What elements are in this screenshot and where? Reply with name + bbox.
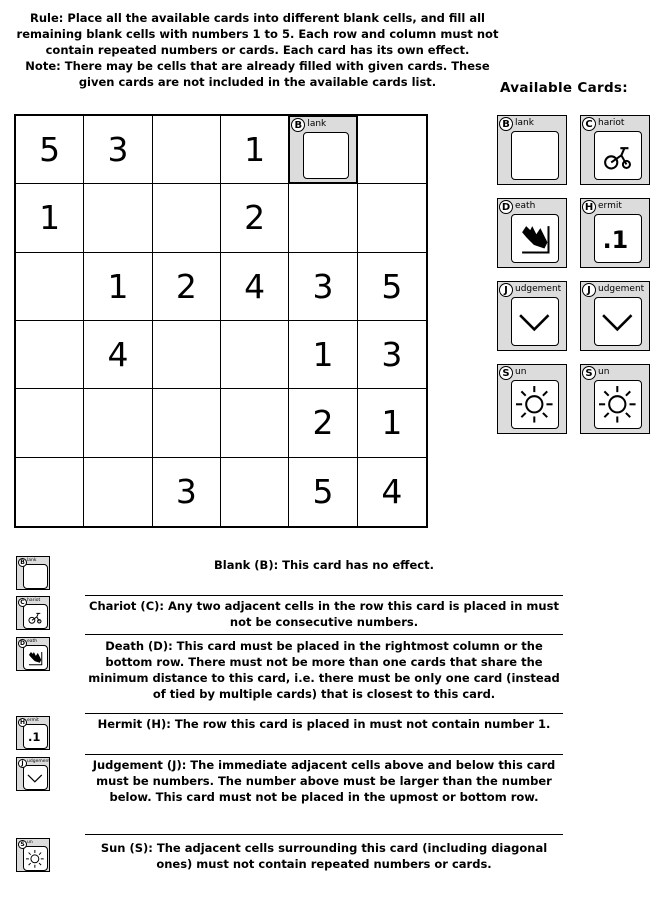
grid-cell-r1-c4[interactable] (289, 184, 357, 252)
grid-cell-r0-c5[interactable] (358, 116, 426, 184)
cell-number: 3 (175, 472, 197, 512)
card-face (594, 380, 642, 428)
grid-cell-r5-c4[interactable] (289, 458, 357, 526)
cell-number: 2 (244, 198, 266, 238)
grid-cell-r0-c3[interactable] (221, 116, 289, 184)
grid-cell-r3-c5[interactable] (358, 321, 426, 389)
grid-cell-r4-c2[interactable] (153, 389, 221, 457)
card-face (23, 724, 47, 748)
grid-cell-r3-c2[interactable] (153, 321, 221, 389)
card-face (23, 564, 47, 588)
legend-divider (85, 634, 563, 635)
sun-icon (597, 384, 638, 425)
available-card-s[interactable] (580, 364, 650, 434)
cell-number: 5 (312, 472, 334, 512)
card-name: lank (515, 118, 534, 128)
cell-number: 4 (244, 266, 266, 306)
available-card-d[interactable] (497, 198, 567, 268)
available-card-c[interactable] (580, 115, 650, 185)
legend-card-j (16, 757, 50, 791)
grid-cell-r4-c3[interactable] (221, 389, 289, 457)
legend-text: Chariot (C): Any two adjacent cells in the row this card is placed in must not be consecutive numbers. (89, 599, 559, 629)
card-face (23, 846, 47, 870)
card-face (23, 645, 47, 669)
card-letter: S (18, 840, 27, 849)
card-face (23, 765, 47, 789)
card-name: hariot (598, 118, 625, 128)
card-face (511, 131, 559, 179)
card-face (594, 214, 642, 262)
grid-cell-r0-c1[interactable] (84, 116, 152, 184)
grid-cell-r5-c3[interactable] (221, 458, 289, 526)
card-face (23, 604, 47, 628)
grid-cell-r2-c1[interactable] (84, 253, 152, 321)
cell-number: 4 (381, 472, 403, 512)
legend-text: Hermit (H): The row this card is placed in must not contain number 1. (97, 717, 551, 731)
card-name: eath (27, 639, 38, 644)
card-face (511, 380, 559, 428)
grid-cell-r1-c3[interactable] (221, 184, 289, 252)
grid-cell-r3-c0[interactable] (16, 321, 84, 389)
grid-cell-r1-c1[interactable] (84, 184, 152, 252)
cell-number: 1 (312, 335, 334, 375)
death-hand-icon (25, 648, 45, 668)
card-letter: J (18, 759, 27, 768)
grid-cell-r2-c5[interactable] (358, 253, 426, 321)
legend-card-h (16, 716, 50, 750)
legend-divider (85, 754, 563, 755)
judgement-chevron-icon (25, 768, 45, 788)
grid-cell-r3-c1[interactable] (84, 321, 152, 389)
available-card-j[interactable] (580, 281, 650, 351)
card-letter: H (19, 719, 26, 726)
available-card-j[interactable] (497, 281, 567, 351)
cell-number: 1 (39, 198, 61, 238)
card-name: udgement (598, 284, 645, 294)
cell-number: 5 (381, 266, 403, 306)
card-letter: B (291, 118, 305, 132)
grid-cell-r5-c1[interactable] (84, 458, 152, 526)
grid-cell-r5-c5[interactable] (358, 458, 426, 526)
card-letter: C (582, 117, 596, 131)
card-name: un (27, 840, 33, 845)
card-name: lank (307, 119, 327, 129)
legend-text: Blank (B): This card has no effect. (214, 558, 434, 572)
hermit-icon: .1 (602, 226, 629, 255)
grid-cell-r4-c0[interactable] (16, 389, 84, 457)
sun-icon (514, 384, 555, 425)
grid-cell-r1-c2[interactable] (153, 184, 221, 252)
card-face (594, 297, 642, 345)
cell-number: 3 (312, 266, 334, 306)
card-letter: J (499, 283, 513, 297)
legend-divider (85, 595, 563, 596)
legend-text: Judgement (J): The immediate adjacent cells above and below this card must be numbers. The number above must be larger than the number below. This card must not be placed in the upmost or bottom row. (92, 758, 556, 804)
grid-card-blank[interactable] (289, 116, 356, 183)
grid-cell-r1-c5[interactable] (358, 184, 426, 252)
grid-cell-r4-c4[interactable] (289, 389, 357, 457)
available-cards-title: Available Cards: (500, 80, 628, 96)
grid-cell-r4-c5[interactable] (358, 389, 426, 457)
grid-cell-r2-c3[interactable] (221, 253, 289, 321)
note-line: Note: There may be cells that are already filled with given cards. These given cards are not included in the available cards list. (25, 59, 490, 89)
card-letter: B (499, 117, 513, 131)
legend-text: Death (D): This card must be placed in the rightmost column or the bottom row. There must not be more than one cards that share the minimum distance to this card, i.e. there must be only one card (instead of tied by multiple cards) that is closest to this card. (88, 639, 560, 701)
grid-cell-r2-c0[interactable] (16, 253, 84, 321)
card-face (303, 132, 350, 179)
legend-text: Sun (S): The adjacent cells surrounding this card (including diagonal ones) must not contain repeated numbers or cards. (100, 841, 548, 871)
grid-cell-r5-c2[interactable] (153, 458, 221, 526)
cell-number: 3 (107, 130, 129, 170)
grid-cell-r2-c4[interactable] (289, 253, 357, 321)
grid-cell-r4-c1[interactable] (84, 389, 152, 457)
card-face (511, 214, 559, 262)
cell-number: 2 (175, 266, 197, 306)
legend-card-s (16, 838, 50, 872)
card-name: hariot (27, 598, 41, 603)
legend-divider (85, 713, 563, 714)
cell-number: 4 (107, 335, 129, 375)
card-letter: S (499, 366, 513, 380)
legend-card-d (16, 637, 50, 671)
cell-number: 1 (107, 266, 129, 306)
card-letter: D (499, 200, 513, 214)
card-name: ermit (27, 718, 39, 723)
legend-card-b (16, 556, 50, 590)
card-letter: S (582, 366, 596, 380)
card-letter: H (582, 200, 596, 214)
chariot-icon (25, 607, 45, 627)
grid-cell-r0-c4[interactable] (289, 116, 357, 184)
card-letter: J (582, 283, 596, 297)
grid-cell-r3-c4[interactable] (289, 321, 357, 389)
cell-number: 1 (381, 403, 403, 443)
rule-line: Rule: Place all the available cards into different blank cells, and fill all remaining blank cells with numbers 1 to 5. Each row and column must not contain repeated numbers or cards. Each card has its own effect. (16, 11, 499, 57)
card-name: udgement (27, 759, 51, 764)
grid-cell-r2-c2[interactable] (153, 253, 221, 321)
legend-card-c (16, 596, 50, 630)
card-letter: B (18, 558, 27, 567)
judgement-chevron-icon (514, 301, 555, 342)
legend-divider (85, 834, 563, 835)
grid-cell-r0-c2[interactable] (153, 116, 221, 184)
available-card-b[interactable] (497, 115, 567, 185)
card-face (594, 131, 642, 179)
card-letter: D (18, 639, 27, 648)
cell-number: 3 (381, 335, 403, 375)
grid-cell-r0-c0[interactable] (16, 116, 84, 184)
card-name: un (515, 367, 527, 377)
death-hand-icon (514, 218, 555, 259)
card-face (511, 297, 559, 345)
cell-number: 2 (312, 403, 334, 443)
hermit-icon: .1 (28, 730, 41, 745)
puzzle-grid (14, 114, 428, 528)
grid-cell-r1-c0[interactable] (16, 184, 84, 252)
grid-cell-r5-c0[interactable] (16, 458, 84, 526)
grid-cell-r3-c3[interactable] (221, 321, 289, 389)
chariot-icon (597, 135, 638, 176)
card-name: ermit (598, 201, 622, 211)
card-name: eath (515, 201, 536, 211)
card-name: un (598, 367, 610, 377)
rules-text (10, 10, 505, 90)
cell-number: 5 (39, 130, 61, 170)
available-card-h[interactable] (580, 198, 650, 268)
cell-number: 1 (244, 130, 266, 170)
sun-icon (25, 849, 45, 869)
available-card-s[interactable] (497, 364, 567, 434)
card-name: lank (27, 558, 37, 563)
card-letter: C (18, 598, 27, 607)
card-name: udgement (515, 284, 562, 294)
judgement-chevron-icon (597, 301, 638, 342)
